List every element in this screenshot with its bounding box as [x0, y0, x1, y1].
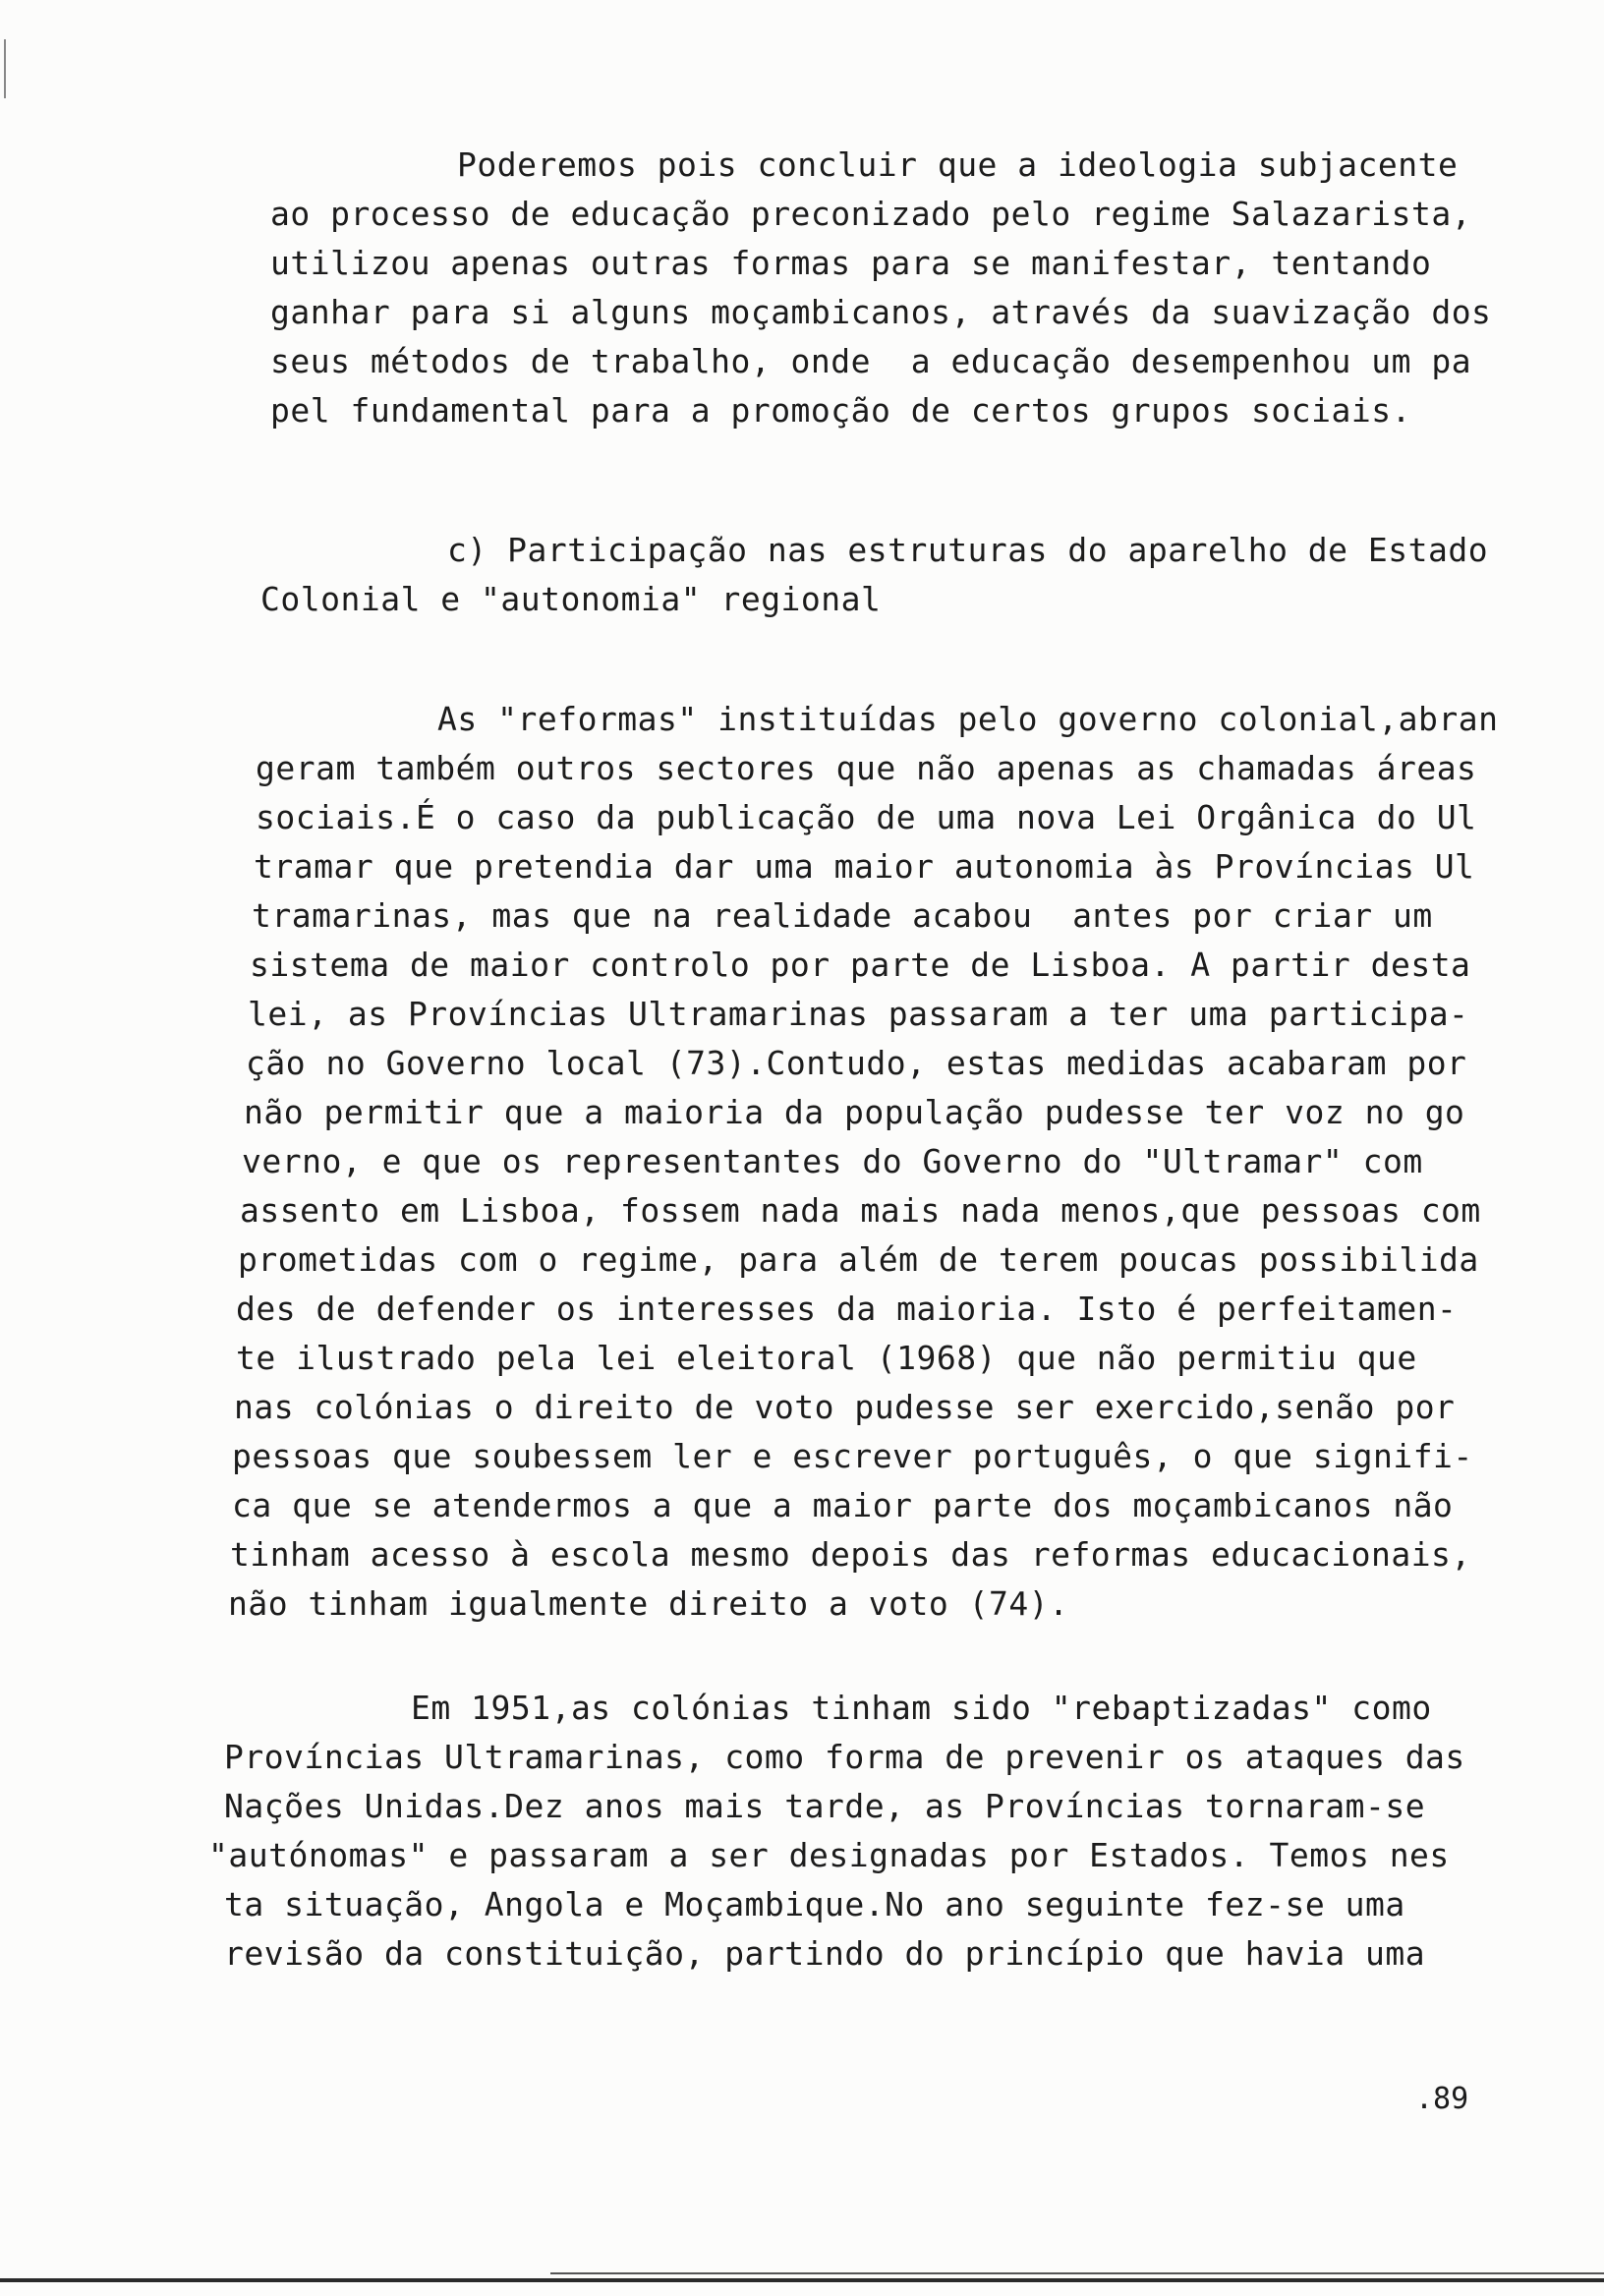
margin-mark [4, 39, 6, 98]
text-line: revisão da constituição, partindo do princípio que havia uma [224, 1934, 1426, 1973]
text-line: seus métodos de trabalho, onde a educação desempenhou um pa [270, 342, 1472, 380]
text-line: verno, e que os representantes do Governo do "Ultramar" com [242, 1142, 1423, 1180]
text-line: Províncias Ultramarinas, como forma de prevenir os ataques das [224, 1738, 1465, 1776]
text-line: tramarinas, mas que na realidade acabou antes por criar um [252, 896, 1433, 935]
text-line: As "reformas" instituídas pelo governo colonial,abran [437, 700, 1499, 738]
text-line: tramar que pretendia dar uma maior autonomia às Províncias Ul [254, 847, 1475, 886]
text-line: sistema de maior controlo por parte de Lisboa. A partir desta [250, 946, 1471, 984]
text-line: ção no Governo local (73).Contudo, estas medidas acabaram por [246, 1044, 1467, 1082]
text-line: Poderemos pois concluir que a ideologia subjacente [457, 145, 1459, 184]
text-line: des de defender os interesses da maioria. Isto é perfeitamen- [236, 1290, 1458, 1328]
scan-edge-line [0, 2278, 1604, 2282]
text-line: te ilustrado pela lei eleitoral (1968) que não permitiu que [236, 1339, 1417, 1377]
text-line: "autónomas" e passaram a ser designadas por Estados. Temos nes [208, 1836, 1450, 1874]
text-line: utilizou apenas outras formas para se manifestar, tentando [270, 244, 1432, 282]
text-line: Em 1951,as colónias tinham sido "rebaptizadas" como [411, 1689, 1432, 1727]
scan-edge-line [550, 2272, 1604, 2274]
text-line: nas colónias o direito de voto pudesse ser exercido,senão por [234, 1388, 1456, 1426]
text-line: geram também outros sectores que não apenas as chamadas áreas [256, 749, 1477, 787]
text-line: ca que se atendermos a que a maior parte dos moçambicanos não [232, 1486, 1454, 1524]
text-line: Nações Unidas.Dez anos mais tarde, as Províncias tornaram-se [224, 1787, 1426, 1825]
text-line: sociais.É o caso da publicação de uma nova Lei Orgânica do Ul [256, 798, 1477, 836]
text-line: ganhar para si alguns moçambicanos, através da suavização dos [270, 293, 1492, 331]
section-heading-line: c) Participação nas estruturas do aparelho de Estado [447, 531, 1489, 569]
text-line: tinham acesso à escola mesmo depois das reformas educacionais, [230, 1535, 1471, 1574]
text-line: ao processo de educação preconizado pelo regime Salazarista, [270, 195, 1472, 233]
text-line: lei, as Províncias Ultramarinas passaram a ter uma participa- [248, 995, 1469, 1033]
text-line: pel fundamental para a promoção de certos grupos sociais. [270, 391, 1411, 430]
text-line: não permitir que a maioria da população pudesse ter voz no go [244, 1093, 1465, 1131]
text-line: assento em Lisboa, fossem nada mais nada menos,que pessoas com [240, 1191, 1481, 1230]
section-heading-line: Colonial e "autonomia" regional [260, 580, 882, 618]
page-number: .89 [1415, 2082, 1469, 2116]
text-line: pessoas que soubessem ler e escrever português, o que signifi- [232, 1437, 1473, 1475]
text-line: prometidas com o regime, para além de terem poucas possibilida [238, 1240, 1479, 1279]
text-line: não tinham igualmente direito a voto (74). [228, 1584, 1069, 1623]
text-line: ta situação, Angola e Moçambique.No ano seguinte fez-se uma [224, 1885, 1405, 1923]
